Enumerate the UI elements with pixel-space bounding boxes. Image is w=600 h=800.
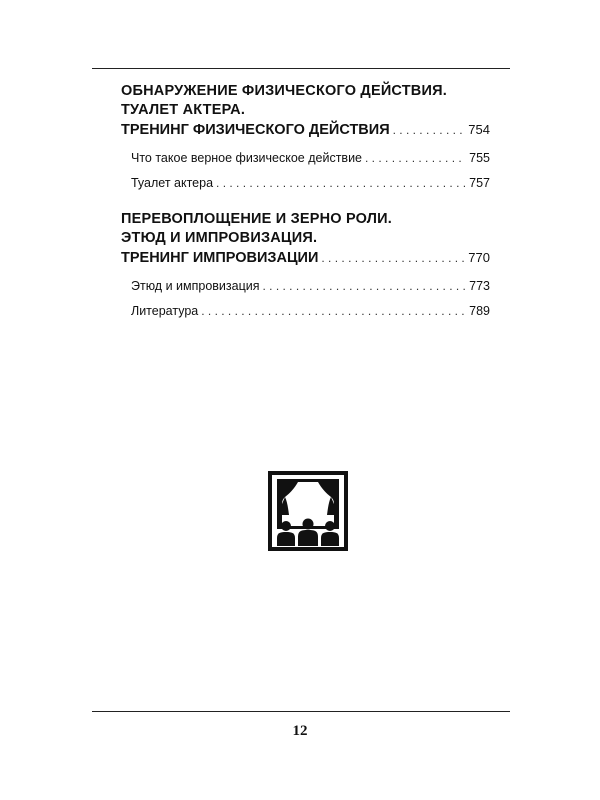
bottom-rule	[92, 711, 510, 712]
toc-section-1	[121, 82, 490, 191]
toc-entry[interactable]	[121, 150, 490, 166]
section-heading-line: ОБНАРУЖЕНИЕ ФИЗИЧЕСКОГО ДЕЙСТВИЯ.	[121, 83, 447, 99]
toc-page-number: 757	[469, 176, 490, 190]
leader-dots	[201, 303, 466, 319]
toc-entry[interactable]	[121, 303, 490, 319]
page-number: 12	[292, 723, 308, 739]
toc-main-entry-label: ТРЕНИНГ ИМПРОВИЗАЦИИ	[121, 250, 319, 266]
toc-entry[interactable]	[121, 175, 490, 191]
theater-audience-icon	[268, 471, 348, 551]
top-rule	[92, 68, 510, 69]
toc-main-entry[interactable]	[121, 248, 490, 268]
section-heading-line: ПЕРЕВОПЛОЩЕНИЕ И ЗЕРНО РОЛИ.	[121, 211, 393, 227]
toc-entry-label: Туалет актера	[131, 176, 214, 190]
leader-dots	[216, 175, 466, 191]
toc-entry-label: Литература	[131, 304, 199, 318]
leader-dots	[321, 249, 465, 268]
toc-page-number: 755	[469, 151, 490, 165]
toc-section-2	[121, 210, 490, 319]
section-heading-line: ЭТЮД И ИМПРОВИЗАЦИЯ.	[121, 230, 318, 246]
toc-main-entry-label: ТРЕНИНГ ФИЗИЧЕСКОГО ДЕЙСТВИЯ	[121, 122, 390, 138]
toc-page-number: 773	[469, 279, 490, 293]
leader-dots	[393, 121, 466, 140]
toc-page-number: 789	[469, 304, 490, 318]
toc-page-number: 754	[468, 122, 490, 137]
toc-main-entry[interactable]	[121, 120, 490, 140]
toc-entry-label: Что такое верное физическое действие	[131, 151, 363, 165]
toc-page-number: 770	[468, 250, 490, 265]
leader-dots	[365, 150, 466, 166]
section-heading-line: ТУАЛЕТ АКТЕРА.	[121, 102, 246, 118]
toc-entry[interactable]	[121, 278, 490, 294]
toc-entry-label: Этюд и импровизация	[131, 279, 260, 293]
leader-dots	[263, 278, 467, 294]
